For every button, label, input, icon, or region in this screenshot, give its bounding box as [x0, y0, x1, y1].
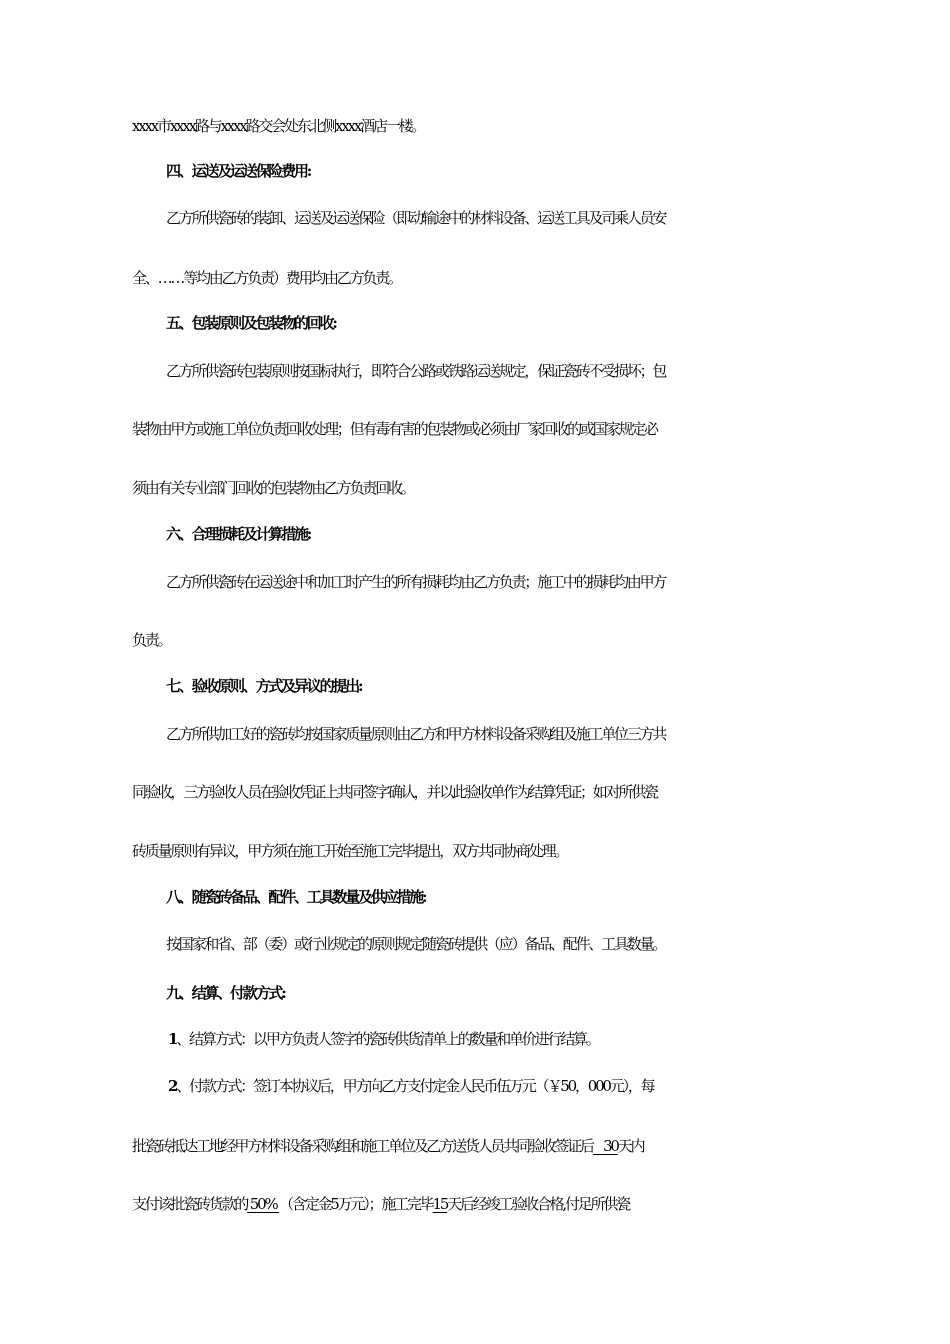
paragraph-line: 装物由甲方或施工单位负责回收处理；但有毒有害的包装物或必须由厂家回收的或国家规定必	[132, 420, 657, 438]
section-heading-4: 四、运送及运送保险费用:	[166, 162, 311, 180]
text-run: （含定金5万元）；施工完毕	[279, 1195, 433, 1213]
paragraph-line: 乙方所供瓷砖包装原则按国标执行，即符合公路或铁路运送规定，保证瓷砖不受损坏；包	[166, 362, 666, 380]
item-number: 1	[168, 1030, 177, 1048]
item-text: 、付款方式：签订本协议后，甲方向乙方支付定金人民币伍万元（￥50，000元），每	[176, 1077, 654, 1095]
numbered-item-1	[0, 1029, 950, 1049]
underlined-number: 15	[432, 1195, 448, 1213]
item-number: 2	[168, 1077, 177, 1095]
section-heading-9: 九、结算、付款方式:	[166, 984, 285, 1002]
paragraph-line	[0, 1194, 950, 1214]
text-run: 批瓷砖抵达工地经甲方材料设备采购组和施工单位及乙方送货人员共同验收签证后	[132, 1137, 593, 1155]
paragraph-line: 须由有关专业部门回收的包装物由乙方负责回收。	[132, 479, 414, 497]
text-run: 天后经竣工验收合格,付足所供瓷	[447, 1195, 630, 1213]
paragraph-line: 全、……等均由乙方负责）费用均由乙方负责。	[132, 269, 401, 287]
numbered-item-2	[0, 1076, 950, 1096]
section-heading-7: 七、验收原则、方式及异议的提出:	[166, 677, 362, 695]
paragraph-line: 乙方所供瓷砖的装卸、运送及运送保险（即动输途中的材料设备、运送工具及司乘人员安	[166, 209, 666, 227]
item-text: 、结算方式：以甲方负责人签字的瓷砖供货清单上的数量和单价进行结算。	[176, 1030, 599, 1048]
section-heading-8: 八、随瓷砖备品、配件、工具数量及供应措施:	[166, 888, 426, 906]
text-run: 支付该批瓷砖货款的	[132, 1195, 248, 1213]
section-heading-6: 六、合理损耗及计算措施:	[166, 525, 311, 543]
underlined-days: 30	[592, 1137, 618, 1155]
paragraph-line: 按国家和省、部（委）或行业规定的原则规定随瓷砖提供（应）备品、配件、工具数量。	[166, 935, 666, 953]
paragraph-line: 砖质量原则有异议，甲方须在施工开始至施工完毕提出，双方共同协商处理。	[132, 842, 568, 860]
underlined-percent: 50%	[247, 1195, 280, 1213]
paragraph-line: 乙方所供瓷砖在运送途中和加工时产生的所有损耗均由乙方负责；施工中的损耗均由甲方	[166, 573, 666, 591]
paragraph-line: 乙方所供加工好的瓷砖均按国家质量原则由乙方和甲方材料设备采购组及施工单位三方共	[166, 725, 666, 743]
section-heading-5: 五、包装原则及包装物的回收:	[166, 314, 336, 332]
paragraph-line: xxxx市xxxx路与xxxx路交会处东北侧xxxx酒店一楼。	[132, 117, 425, 135]
paragraph-line	[0, 1136, 950, 1156]
paragraph-line: 同验收，三方验收人员在验收凭证上共同签字确认，并以此验收单作为结算凭证；如对所供瓷	[132, 783, 657, 801]
text-run: 天内	[617, 1137, 644, 1155]
paragraph-line: 负责。	[132, 631, 171, 649]
